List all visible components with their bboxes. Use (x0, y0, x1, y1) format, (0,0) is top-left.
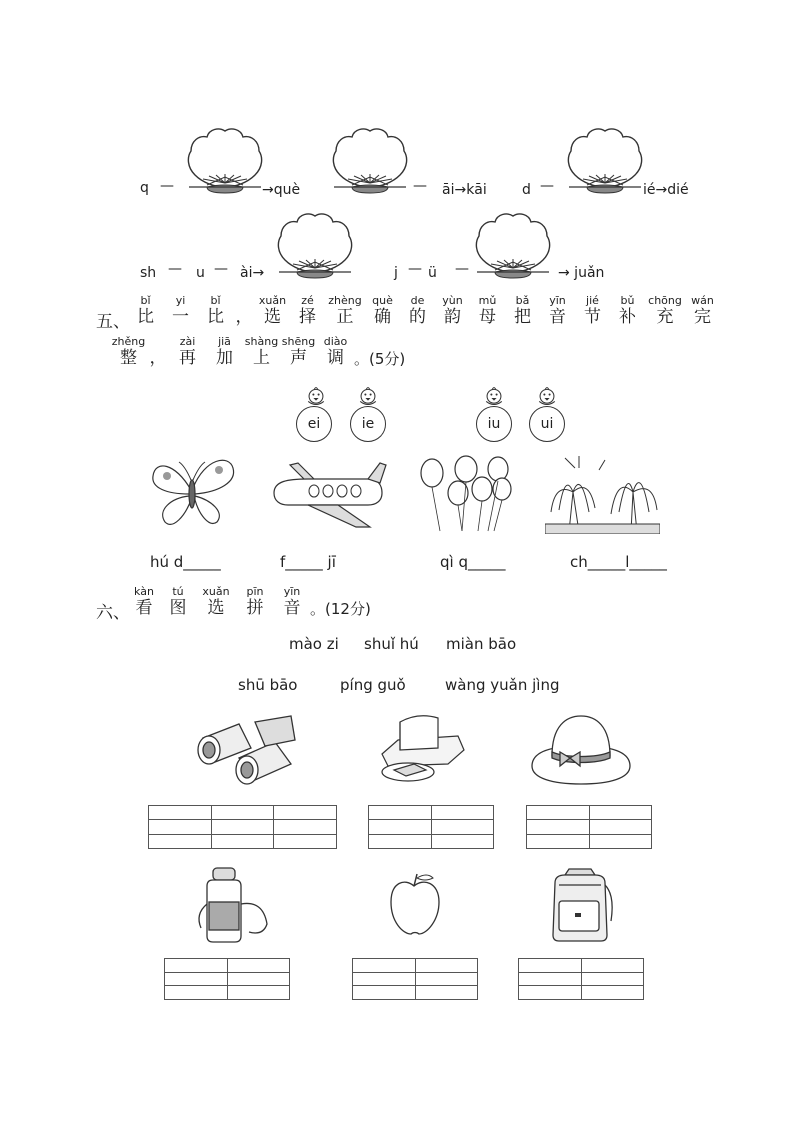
option-shuihu: shuǐ hú (364, 635, 419, 653)
pinyin: yīn (549, 294, 566, 307)
pinyin: zé (301, 294, 314, 307)
dash: — (408, 261, 422, 277)
bread-icon (378, 712, 468, 784)
pinyin: què (372, 294, 393, 307)
answer-grid[interactable] (518, 958, 644, 1000)
pinyin: yi (175, 294, 186, 307)
hanzi: ， (149, 348, 167, 368)
pinyin: chōng (648, 294, 682, 307)
option-mianbao: miàn bāo (446, 635, 517, 653)
dash: — (540, 178, 554, 194)
answer-grid[interactable] (148, 805, 337, 849)
ruby-char (128, 295, 163, 327)
pinyin: yīn (283, 585, 301, 598)
hanzi: 的 (409, 307, 426, 327)
answer-blank[interactable]: hú d_____ (150, 553, 221, 571)
ruby-char (128, 586, 160, 618)
option-wangyuanjing: wàng yuǎn jìng (445, 676, 560, 694)
final-option[interactable]: iu (476, 406, 512, 442)
chain-ie-die: ié→dié (643, 182, 689, 198)
binoculars-icon (195, 712, 300, 787)
pinyin: diào (323, 335, 348, 348)
ruby-char (610, 295, 645, 327)
hanzi: 选 (207, 598, 225, 618)
hanzi: 音 (549, 307, 566, 327)
ruby-char (317, 336, 354, 368)
ruby-char (505, 295, 540, 327)
pinyin: bǐ (140, 294, 151, 307)
pinyin: jiā (218, 335, 231, 348)
answer-blank[interactable]: ch_____l_____ (570, 553, 667, 571)
hanzi: 整 (120, 348, 137, 368)
apple-icon (387, 870, 442, 938)
hanzi: ， (235, 307, 253, 327)
score-note: 。(5分) (354, 350, 406, 368)
pinyin: bǔ (620, 294, 635, 307)
ruby-char (160, 586, 196, 618)
chain-ai-kai: āi→kāi (442, 182, 487, 198)
chain-que: →què (262, 182, 301, 198)
ruby-char (236, 586, 274, 618)
willow-tree-icon (545, 452, 660, 534)
hanzi: 补 (619, 307, 636, 327)
hanzi: 节 (584, 307, 601, 327)
pinyin: zhěng (111, 335, 146, 348)
hanzi: 完 (694, 307, 711, 327)
hanzi: 确 (374, 307, 391, 327)
ruby-char (196, 586, 236, 618)
ruby-char (325, 295, 365, 327)
section-number: 五、 (96, 312, 130, 332)
chain-ai: ài→ (240, 265, 265, 281)
hanzi: 调 (327, 348, 344, 368)
hanzi: 再 (179, 348, 196, 368)
ruby-char (274, 586, 310, 618)
ruby-char (198, 295, 233, 327)
hanzi: 选 (264, 307, 281, 327)
chain-j: j (394, 265, 398, 281)
ruby-char (290, 295, 325, 327)
section-number: 六、 (96, 603, 130, 623)
score-note: 。(12分) (310, 600, 371, 618)
pinyin: zài (179, 335, 196, 348)
shell-icon[interactable] (330, 125, 410, 195)
pinyin: shàng (244, 335, 279, 348)
answer-grid[interactable] (164, 958, 290, 1000)
hanzi: 比 (137, 307, 154, 327)
ruby-char (163, 295, 198, 327)
answer-grid[interactable] (352, 958, 478, 1000)
dash: — (413, 178, 427, 194)
option-pingguo: píng guǒ (340, 676, 406, 694)
balloons-icon (418, 455, 513, 533)
pinyin: xuǎn (202, 585, 230, 598)
answer-grid[interactable] (526, 805, 652, 849)
shell-icon[interactable] (185, 125, 265, 195)
ruby-char (169, 336, 206, 368)
ruby-char (243, 336, 280, 368)
pinyin: jié (586, 294, 599, 307)
ruby-char (540, 295, 575, 327)
hanzi: 上 (253, 348, 270, 368)
hanzi: 择 (299, 307, 316, 327)
chain-d: d (522, 182, 531, 198)
pinyin: bǎ (515, 294, 530, 307)
shell-icon[interactable] (565, 125, 645, 195)
pinyin: wán (691, 294, 714, 307)
ruby-char (400, 295, 435, 327)
hanzi: 看 (135, 598, 153, 618)
pinyin: mǔ (478, 294, 497, 307)
hanzi: 拼 (246, 598, 264, 618)
hat-icon (530, 712, 632, 787)
answer-blank[interactable]: f_____ jī (280, 553, 336, 571)
water-bottle-icon (193, 864, 273, 944)
pinyin: pīn (246, 585, 264, 598)
pinyin: bǐ (210, 294, 221, 307)
dash: — (455, 261, 469, 277)
ruby-char (206, 336, 243, 368)
option-shubao: shū bāo (238, 676, 298, 694)
dash: — (168, 261, 182, 277)
ruby-char (365, 295, 400, 327)
dash: — (214, 261, 228, 277)
pinyin: zhèng (328, 294, 362, 307)
hanzi: 母 (479, 307, 496, 327)
chain-sh: sh (140, 265, 157, 281)
chain-q: q (140, 180, 149, 196)
hanzi: 图 (169, 598, 187, 618)
ruby-char (575, 295, 610, 327)
ruby-char (233, 295, 255, 327)
pinyin: de (410, 294, 425, 307)
pinyin: xuǎn (258, 294, 287, 307)
shell-icon[interactable] (275, 210, 355, 280)
hanzi: 韵 (444, 307, 461, 327)
chain-u-umlaut: ü (428, 265, 437, 281)
hanzi: 把 (514, 307, 531, 327)
final-option[interactable]: ei (296, 406, 332, 442)
pinyin: tú (172, 585, 184, 598)
butterfly-icon (145, 452, 240, 532)
airplane-icon (268, 455, 388, 530)
ruby-char (110, 336, 147, 368)
ruby-char (470, 295, 505, 327)
ruby-char (685, 295, 720, 327)
backpack-icon (545, 865, 617, 945)
final-option[interactable]: ui (529, 406, 565, 442)
hanzi: 比 (207, 307, 224, 327)
ruby-char (435, 295, 470, 327)
ruby-char (645, 295, 685, 327)
answer-grid[interactable] (368, 805, 494, 849)
hanzi: 正 (336, 307, 354, 327)
hanzi: 一 (172, 307, 189, 327)
pinyin: shēng (281, 335, 316, 348)
answer-blank[interactable]: qì q_____ (440, 553, 506, 571)
option-maozi: mào zi (289, 635, 339, 653)
hanzi: 声 (290, 348, 307, 368)
ruby-char (280, 336, 317, 368)
chain-juan: → juǎn (558, 265, 605, 281)
dash: — (160, 178, 174, 194)
pinyin: kàn (134, 585, 154, 598)
ruby-char (255, 295, 290, 327)
ruby-char (147, 336, 169, 368)
shell-icon[interactable] (473, 210, 553, 280)
hanzi: 加 (216, 348, 233, 368)
hanzi: 充 (656, 307, 674, 327)
hanzi: 音 (283, 598, 301, 618)
final-option[interactable]: ie (350, 406, 386, 442)
pinyin: yùn (442, 294, 463, 307)
chain-u: u (196, 265, 205, 281)
